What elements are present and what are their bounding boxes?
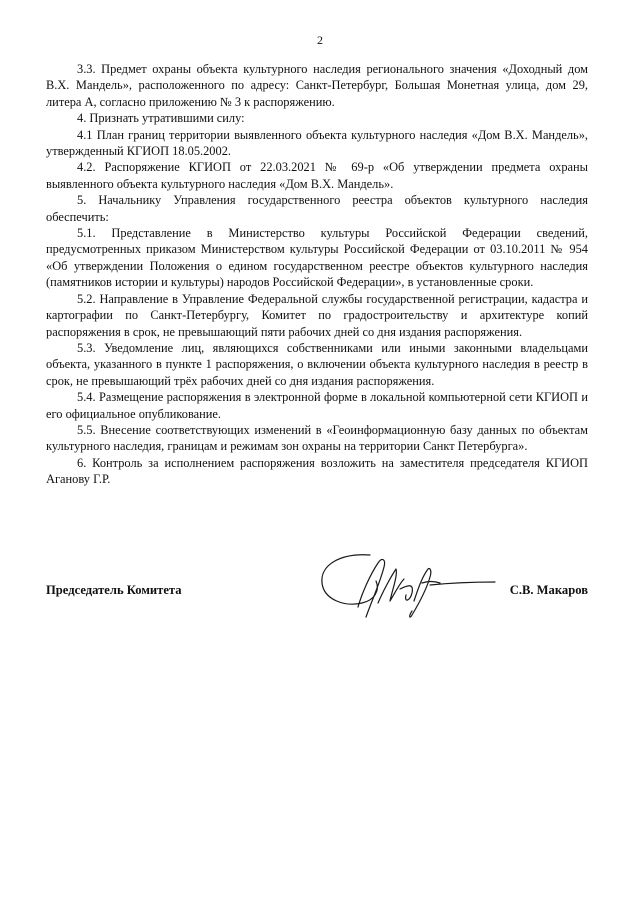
page-number: 2: [317, 33, 323, 47]
paragraph-6: 6. Контроль за исполнением распоряжения возложить на заместителя председателя КГИОП Аганову Г.Р.: [46, 455, 588, 487]
paragraph-5-3: 5.3. Уведомление лиц, являющихся собственниками или иными законными владельцами объекта, указанного в пункте 1 распоряжения, о включении объекта культурного наследия в реестр в срок, не превышающий трёх рабочих дней со дня издания распоряжения.: [46, 340, 588, 388]
paragraph-5-5: 5.5. Внесение соответствующих изменений в «Геоинформационную базу данных по объектам культурного наследия, границам и режимам зон охраны на территории Санкт Петербурга».: [46, 422, 588, 454]
paragraph-5-1: 5.1. Представление в Министерство культуры Российской Федерации сведений, предусмотренных приказом Министерством культуры Российской Федерации от 03.10.2011 № 954 «Об утверждении Положения о едином государственном реестре объектов культурного наследия (памятников истории и культуры) народов Российской Федерации», в установленные сроки.: [46, 226, 588, 290]
paragraph-4-1: 4.1 План границ территории выявленного объекта культурного наследия «Дом В.Х. Мандель», утвержденный КГИОП 18.05.2002.: [46, 127, 588, 159]
paragraph-5-2: 5.2. Направление в Управление Федеральной службы государственной регистрации, кадастра и картографии по Санкт-Петербургу, Комитет по градостроительству и архитектуре копий распоряжения в срок, не превышающий пяти рабочих дней со дня издания распоряжения.: [46, 291, 588, 339]
signature-block: [46, 583, 588, 603]
paragraph-5: 5. Начальнику Управления государственного реестра объектов культурного наследия обеспечить:: [46, 193, 588, 224]
document-body: [46, 61, 588, 488]
paragraph-4: 4. Признать утратившими силу:: [77, 111, 245, 126]
paragraph-3-3: 3.3. Предмет охраны объекта культурного наследия регионального значения «Доходный дом В.Х. Мандель», расположенного по адресу: Санкт-Петербург, Большая Монетная улица, дом 29, литера А, согласно приложению № 3 к распоряжению.: [46, 62, 588, 109]
paragraph-5-4: 5.4. Размещение распоряжения в электронной форме в локальной компьютерной сети КГИОП и его официальное опубликование.: [46, 390, 588, 421]
signatory-title: Председатель Комитета: [46, 583, 182, 597]
signatory-name: С.В. Макаров: [509, 583, 588, 597]
paragraph-4-2: 4.2. Распоряжение КГИОП от 22.03.2021 № 69-р «Об утверждении предмета охраны выявленного объекта культурного наследия «Дом В.Х. Мандель».: [46, 160, 588, 191]
